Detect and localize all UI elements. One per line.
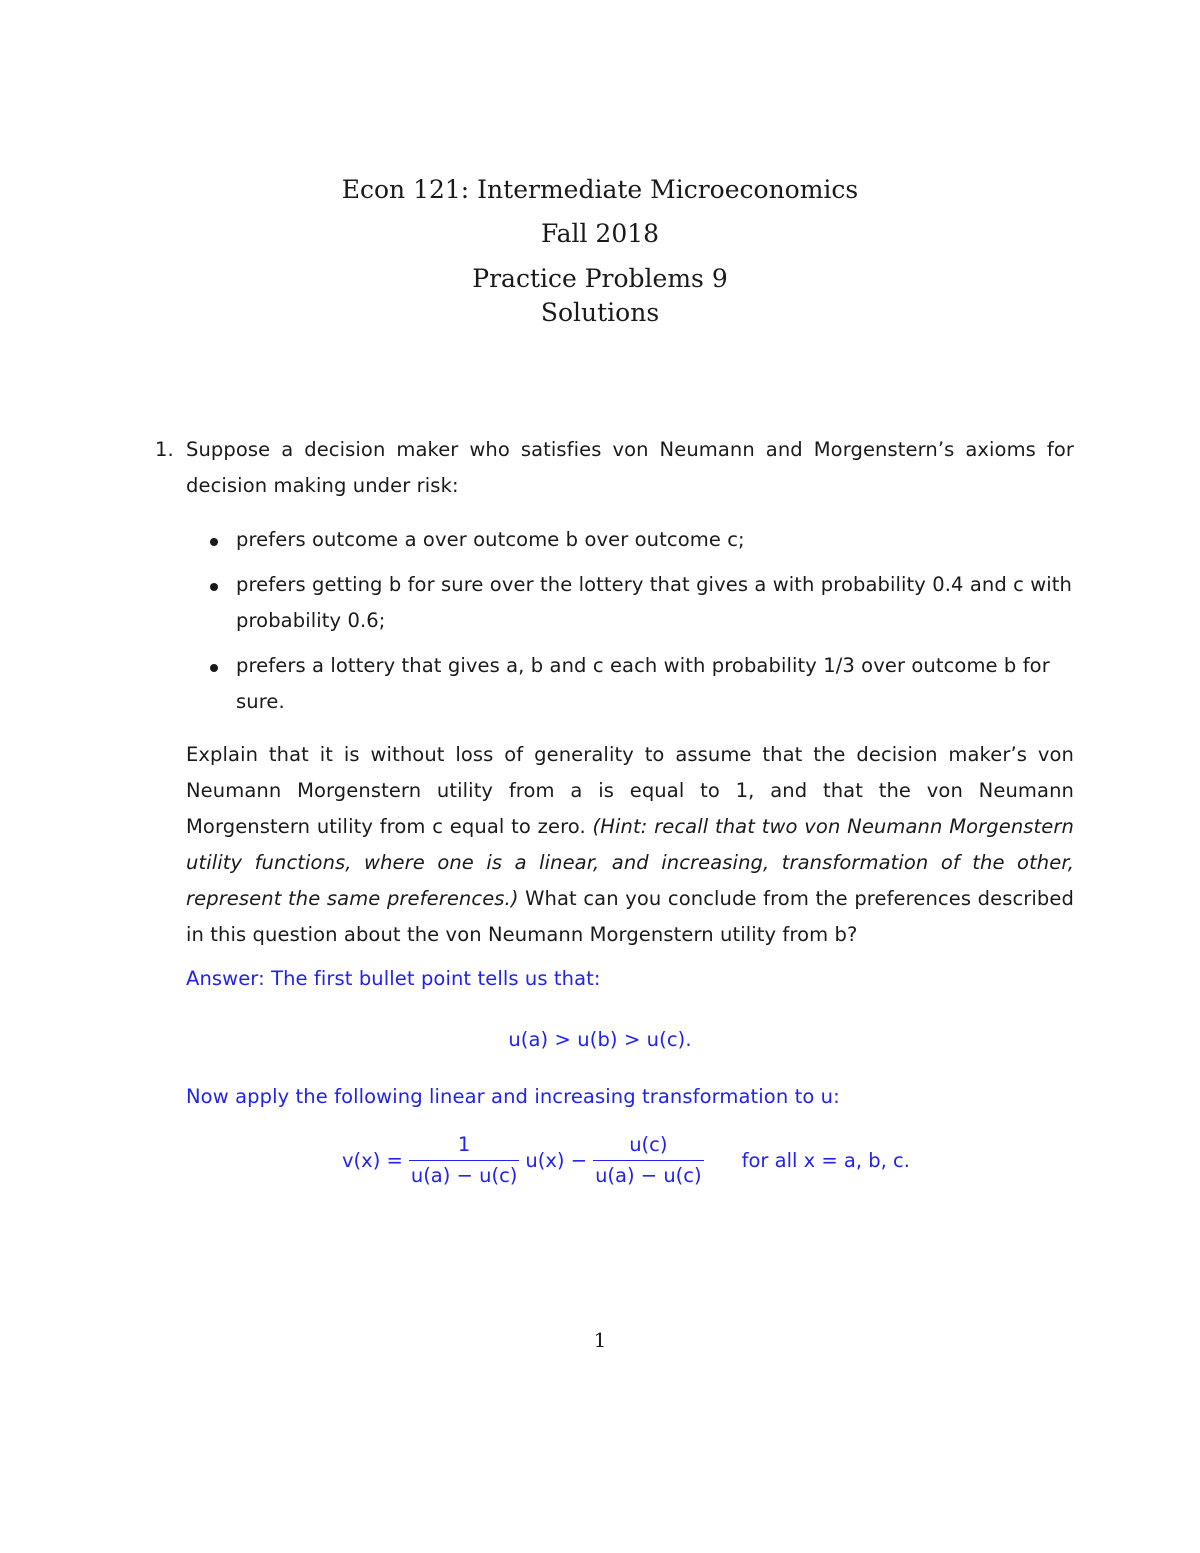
problem-question xyxy=(186,737,1074,953)
course-title: Econ 121: Intermediate Microeconomics xyxy=(341,175,859,204)
assignment-title: Practice Problems 9 xyxy=(472,264,728,293)
subtitle: Solutions xyxy=(540,298,660,327)
bullet-text: prefers a lottery that gives a, b and c each with probability 1/3 over outcome b for sure. xyxy=(236,654,1050,713)
eq2-middle: u(x) − xyxy=(525,1148,588,1172)
answer-line-1: The first bullet point tells us that: xyxy=(271,967,601,990)
bullet-icon xyxy=(210,664,218,672)
answer-line-2: Now apply the following linear and increasing transformation to u: xyxy=(186,1085,840,1108)
eq2-condition: for all x = a, b, c. xyxy=(741,1148,910,1172)
problem-intro: Suppose a decision maker who satisfies von Neumann and Morgenstern’s axioms for decision making under risk: xyxy=(186,438,1074,497)
bullet-icon xyxy=(210,583,218,591)
eq2-lhs: v(x) = xyxy=(342,1148,403,1172)
bullet-list xyxy=(210,522,1075,729)
equation-1: u(a) > u(b) > u(c). xyxy=(508,1028,692,1051)
hint-text: (Hint: recall that two von Neumann Morgenstern utility functions, where one is a linear, and increasing, transformation of the other, represent the same preferences.) xyxy=(186,815,1074,910)
equation-2 xyxy=(340,1128,912,1192)
bullet-icon xyxy=(210,538,218,546)
fraction-2-numerator: u(c) xyxy=(629,1132,668,1156)
term-title: Fall 2018 xyxy=(540,219,660,248)
page-number: 1 xyxy=(593,1328,607,1352)
fraction-1 xyxy=(409,1132,520,1189)
bullet-text: prefers outcome a over outcome b over outcome c; xyxy=(236,528,745,551)
question-text: What can you conclude from the preferences described in this question about the von Neumann Morgenstern utility from b? xyxy=(186,887,1074,946)
explain-text: Explain that it is without loss of generality to assume that the decision maker’s von Neumann Morgenstern utility from a is equal to 1, and that the von Neumann Morgenstern utility from c equal to zero. xyxy=(186,743,1074,838)
fraction-2-denominator: u(a) − u(c) xyxy=(593,1160,704,1189)
problem-number: 1. xyxy=(155,438,174,461)
answer-intro xyxy=(186,961,601,997)
fraction-2 xyxy=(593,1132,704,1189)
fraction-1-numerator: 1 xyxy=(457,1132,471,1156)
bullet-item xyxy=(210,648,1075,720)
bullet-text: prefers getting b for sure over the lottery that gives a with probability 0.4 and c with probability 0.6; xyxy=(236,573,1073,632)
bullet-item xyxy=(210,522,1075,558)
bullet-item xyxy=(210,567,1075,639)
fraction-1-denominator: u(a) − u(c) xyxy=(409,1160,520,1189)
answer-label: Answer: xyxy=(186,967,265,990)
